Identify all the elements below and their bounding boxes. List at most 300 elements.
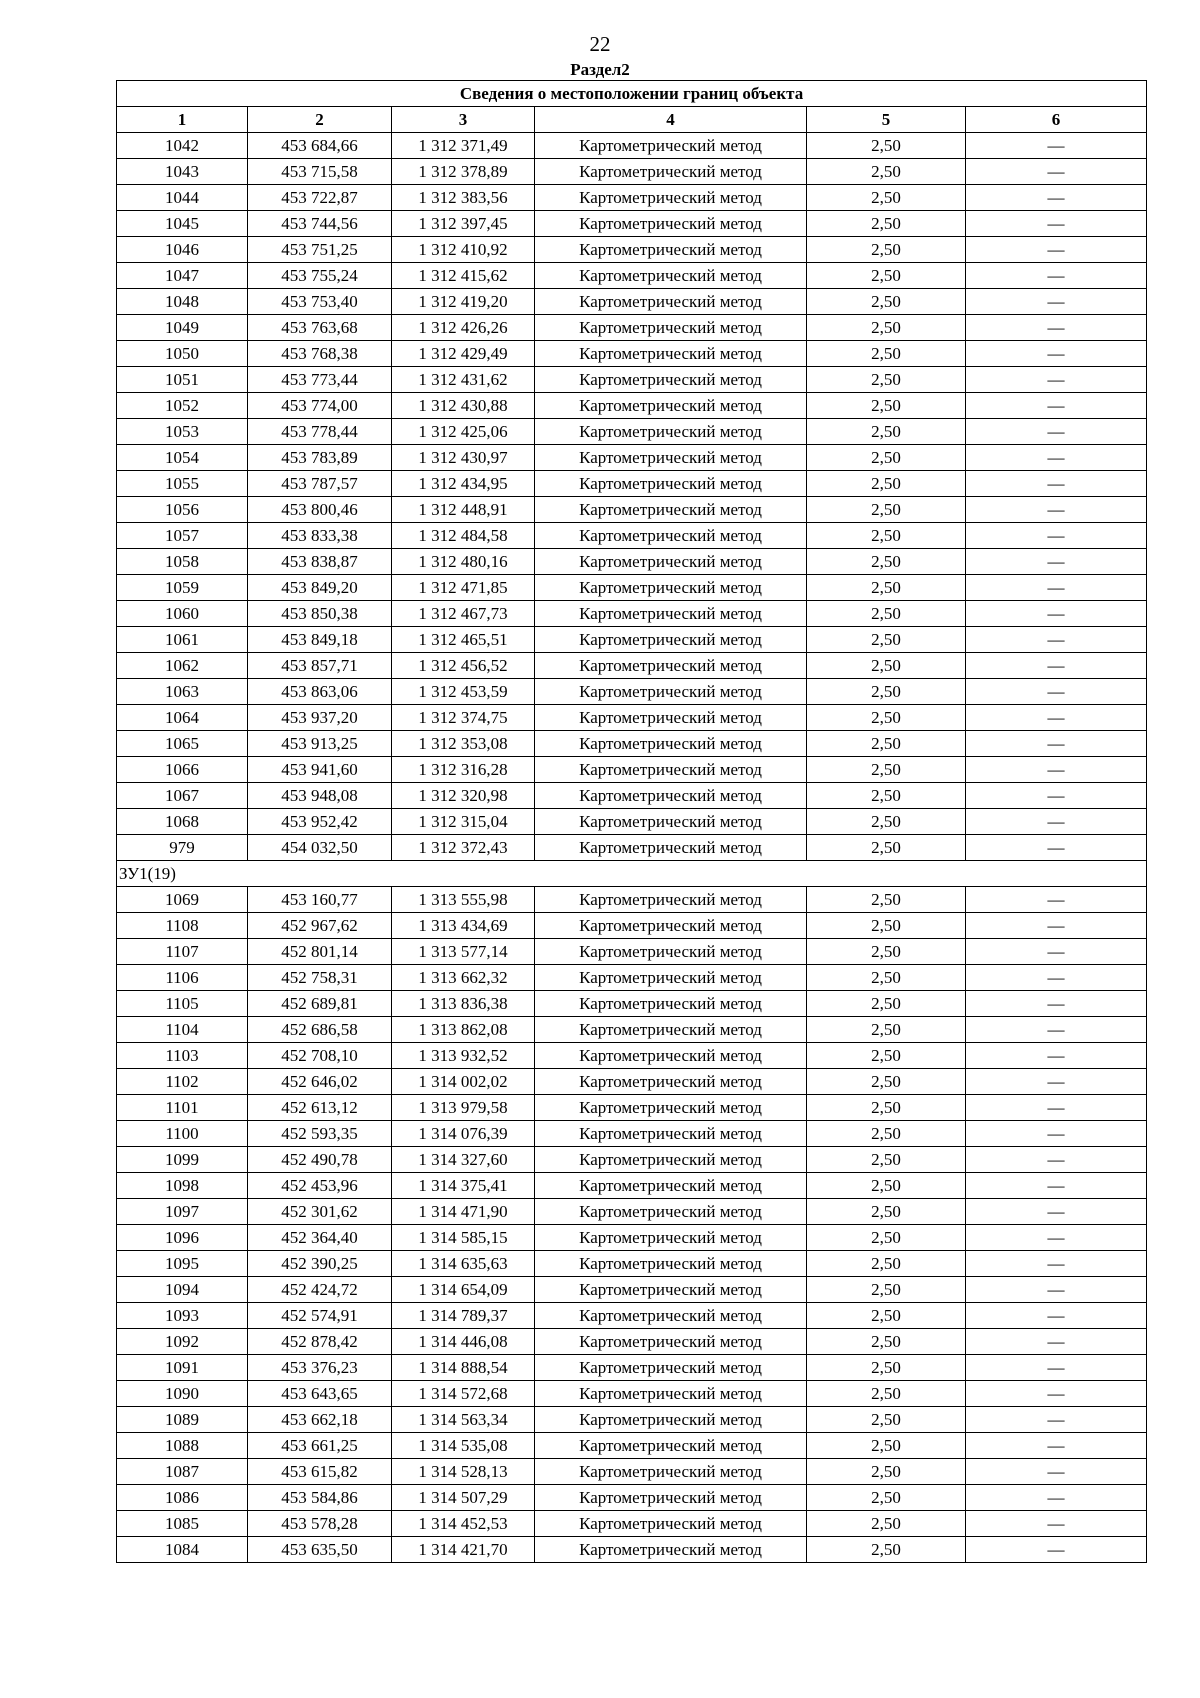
x-coordinate-cell: 453 160,77: [248, 887, 392, 913]
description-cell: —: [966, 965, 1147, 991]
table-row: [117, 1225, 1147, 1251]
method-cell: Картометрический метод: [535, 835, 807, 861]
accuracy-cell: 2,50: [807, 367, 966, 393]
point-number-cell: 1043: [117, 159, 248, 185]
description-cell: —: [966, 263, 1147, 289]
y-coordinate-cell: 1 312 430,97: [392, 445, 535, 471]
description-cell: —: [966, 133, 1147, 159]
description-cell: —: [966, 1511, 1147, 1537]
description-cell: —: [966, 1303, 1147, 1329]
method-cell: Картометрический метод: [535, 393, 807, 419]
accuracy-cell: 2,50: [807, 1329, 966, 1355]
y-coordinate-cell: 1 313 979,58: [392, 1095, 535, 1121]
x-coordinate-cell: 452 708,10: [248, 1043, 392, 1069]
description-cell: —: [966, 1459, 1147, 1485]
y-coordinate-cell: 1 312 456,52: [392, 653, 535, 679]
method-cell: Картометрический метод: [535, 913, 807, 939]
x-coordinate-cell: 453 615,82: [248, 1459, 392, 1485]
description-cell: —: [966, 1355, 1147, 1381]
method-cell: Картометрический метод: [535, 601, 807, 627]
y-coordinate-cell: 1 312 484,58: [392, 523, 535, 549]
x-coordinate-cell: 453 849,20: [248, 575, 392, 601]
y-coordinate-cell: 1 314 471,90: [392, 1199, 535, 1225]
y-coordinate-cell: 1 314 535,08: [392, 1433, 535, 1459]
method-cell: Картометрический метод: [535, 1277, 807, 1303]
table-row: [117, 1381, 1147, 1407]
accuracy-cell: 2,50: [807, 523, 966, 549]
accuracy-cell: 2,50: [807, 1433, 966, 1459]
accuracy-cell: 2,50: [807, 1511, 966, 1537]
y-coordinate-cell: 1 314 572,68: [392, 1381, 535, 1407]
method-cell: Картометрический метод: [535, 1485, 807, 1511]
description-cell: —: [966, 991, 1147, 1017]
x-coordinate-cell: 452 689,81: [248, 991, 392, 1017]
method-cell: Картометрический метод: [535, 705, 807, 731]
point-number-cell: 979: [117, 835, 248, 861]
description-cell: —: [966, 1095, 1147, 1121]
method-cell: Картометрический метод: [535, 497, 807, 523]
point-number-cell: 1095: [117, 1251, 248, 1277]
x-coordinate-cell: 452 390,25: [248, 1251, 392, 1277]
point-number-cell: 1103: [117, 1043, 248, 1069]
description-cell: —: [966, 185, 1147, 211]
description-cell: —: [966, 1537, 1147, 1563]
x-coordinate-cell: 453 783,89: [248, 445, 392, 471]
accuracy-cell: 2,50: [807, 809, 966, 835]
x-coordinate-cell: 452 574,91: [248, 1303, 392, 1329]
table-row: [117, 575, 1147, 601]
table-row: [117, 705, 1147, 731]
description-cell: —: [966, 315, 1147, 341]
description-cell: —: [966, 575, 1147, 601]
accuracy-cell: 2,50: [807, 393, 966, 419]
accuracy-cell: 2,50: [807, 601, 966, 627]
x-coordinate-cell: 453 857,71: [248, 653, 392, 679]
x-coordinate-cell: 453 643,65: [248, 1381, 392, 1407]
accuracy-cell: 2,50: [807, 185, 966, 211]
x-coordinate-cell: 452 453,96: [248, 1173, 392, 1199]
method-cell: Картометрический метод: [535, 289, 807, 315]
method-cell: Картометрический метод: [535, 419, 807, 445]
y-coordinate-cell: 1 314 563,34: [392, 1407, 535, 1433]
method-cell: Картометрический метод: [535, 1121, 807, 1147]
accuracy-cell: 2,50: [807, 965, 966, 991]
x-coordinate-cell: 452 424,72: [248, 1277, 392, 1303]
column-header: 5: [807, 107, 966, 133]
method-cell: Картометрический метод: [535, 1225, 807, 1251]
column-header: 4: [535, 107, 807, 133]
y-coordinate-cell: 1 313 932,52: [392, 1043, 535, 1069]
x-coordinate-cell: 453 800,46: [248, 497, 392, 523]
accuracy-cell: 2,50: [807, 159, 966, 185]
description-cell: —: [966, 887, 1147, 913]
accuracy-cell: 2,50: [807, 1121, 966, 1147]
table-row: [117, 497, 1147, 523]
description-cell: —: [966, 835, 1147, 861]
table-row: [117, 1251, 1147, 1277]
table-row: [117, 133, 1147, 159]
x-coordinate-cell: 453 778,44: [248, 419, 392, 445]
point-number-cell: 1087: [117, 1459, 248, 1485]
method-cell: Картометрический метод: [535, 1095, 807, 1121]
description-cell: —: [966, 1199, 1147, 1225]
y-coordinate-cell: 1 314 585,15: [392, 1225, 535, 1251]
x-coordinate-cell: 453 744,56: [248, 211, 392, 237]
column-header: 6: [966, 107, 1147, 133]
x-coordinate-cell: 453 941,60: [248, 757, 392, 783]
table-row: [117, 653, 1147, 679]
table-row: [117, 731, 1147, 757]
description-cell: —: [966, 393, 1147, 419]
point-number-cell: 1068: [117, 809, 248, 835]
method-cell: Картометрический метод: [535, 1511, 807, 1537]
description-cell: —: [966, 705, 1147, 731]
description-cell: —: [966, 523, 1147, 549]
x-coordinate-cell: 452 490,78: [248, 1147, 392, 1173]
description-cell: —: [966, 549, 1147, 575]
point-number-cell: 1092: [117, 1329, 248, 1355]
x-coordinate-cell: 453 661,25: [248, 1433, 392, 1459]
point-number-cell: 1093: [117, 1303, 248, 1329]
method-cell: Картометрический метод: [535, 575, 807, 601]
y-coordinate-cell: 1 312 378,89: [392, 159, 535, 185]
point-number-cell: 1085: [117, 1511, 248, 1537]
accuracy-cell: 2,50: [807, 1303, 966, 1329]
x-coordinate-cell: 453 913,25: [248, 731, 392, 757]
description-cell: —: [966, 1173, 1147, 1199]
point-number-cell: 1061: [117, 627, 248, 653]
accuracy-cell: 2,50: [807, 1407, 966, 1433]
table-row: [117, 1017, 1147, 1043]
table-row: [117, 887, 1147, 913]
description-cell: —: [966, 731, 1147, 757]
table-row: [117, 783, 1147, 809]
method-cell: Картометрический метод: [535, 471, 807, 497]
y-coordinate-cell: 1 314 635,63: [392, 1251, 535, 1277]
accuracy-cell: 2,50: [807, 1459, 966, 1485]
method-cell: Картометрический метод: [535, 991, 807, 1017]
method-cell: Картометрический метод: [535, 341, 807, 367]
accuracy-cell: 2,50: [807, 575, 966, 601]
accuracy-cell: 2,50: [807, 939, 966, 965]
section-title: Раздел2: [570, 60, 630, 79]
y-coordinate-cell: 1 313 662,32: [392, 965, 535, 991]
table-row: [117, 835, 1147, 861]
x-coordinate-cell: 453 850,38: [248, 601, 392, 627]
column-header: 3: [392, 107, 535, 133]
table-row: [117, 1069, 1147, 1095]
point-number-cell: 1064: [117, 705, 248, 731]
accuracy-cell: 2,50: [807, 133, 966, 159]
point-number-cell: 1058: [117, 549, 248, 575]
accuracy-cell: 2,50: [807, 211, 966, 237]
description-cell: —: [966, 939, 1147, 965]
table-row: [117, 1303, 1147, 1329]
method-cell: Картометрический метод: [535, 783, 807, 809]
table-row: [117, 1147, 1147, 1173]
description-cell: —: [966, 1225, 1147, 1251]
table-row: [117, 1433, 1147, 1459]
method-cell: Картометрический метод: [535, 237, 807, 263]
method-cell: Картометрический метод: [535, 523, 807, 549]
method-cell: Картометрический метод: [535, 731, 807, 757]
y-coordinate-cell: 1 312 467,73: [392, 601, 535, 627]
y-coordinate-cell: 1 312 316,28: [392, 757, 535, 783]
x-coordinate-cell: 452 613,12: [248, 1095, 392, 1121]
table-row: [117, 965, 1147, 991]
x-coordinate-cell: 453 584,86: [248, 1485, 392, 1511]
method-cell: Картометрический метод: [535, 549, 807, 575]
point-number-cell: 1051: [117, 367, 248, 393]
y-coordinate-cell: 1 314 002,02: [392, 1069, 535, 1095]
point-number-cell: 1088: [117, 1433, 248, 1459]
y-coordinate-cell: 1 312 315,04: [392, 809, 535, 835]
table-row: [117, 211, 1147, 237]
point-number-cell: 1090: [117, 1381, 248, 1407]
column-header: 2: [248, 107, 392, 133]
point-number-cell: 1056: [117, 497, 248, 523]
method-cell: Картометрический метод: [535, 1355, 807, 1381]
table-row: [117, 1121, 1147, 1147]
y-coordinate-cell: 1 314 452,53: [392, 1511, 535, 1537]
table-row: [117, 445, 1147, 471]
method-cell: Картометрический метод: [535, 809, 807, 835]
y-coordinate-cell: 1 312 383,56: [392, 185, 535, 211]
method-cell: Картометрический метод: [535, 367, 807, 393]
point-number-cell: 1098: [117, 1173, 248, 1199]
description-cell: —: [966, 419, 1147, 445]
x-coordinate-cell: 452 646,02: [248, 1069, 392, 1095]
table-row: [117, 1277, 1147, 1303]
description-cell: —: [966, 1147, 1147, 1173]
method-cell: Картометрический метод: [535, 653, 807, 679]
description-cell: —: [966, 289, 1147, 315]
method-cell: Картометрический метод: [535, 679, 807, 705]
table-row: [117, 315, 1147, 341]
point-number-cell: 1046: [117, 237, 248, 263]
y-coordinate-cell: 1 313 555,98: [392, 887, 535, 913]
point-number-cell: 1053: [117, 419, 248, 445]
x-coordinate-cell: 453 787,57: [248, 471, 392, 497]
point-number-cell: 1091: [117, 1355, 248, 1381]
accuracy-cell: 2,50: [807, 289, 966, 315]
x-coordinate-cell: 452 878,42: [248, 1329, 392, 1355]
table-row: [117, 1407, 1147, 1433]
accuracy-cell: 2,50: [807, 1173, 966, 1199]
y-coordinate-cell: 1 312 448,91: [392, 497, 535, 523]
accuracy-cell: 2,50: [807, 731, 966, 757]
description-cell: —: [966, 679, 1147, 705]
accuracy-cell: 2,50: [807, 341, 966, 367]
description-cell: —: [966, 1017, 1147, 1043]
table-caption: Сведения о местоположении границ объекта: [117, 81, 1147, 107]
y-coordinate-cell: 1 314 327,60: [392, 1147, 535, 1173]
description-cell: —: [966, 471, 1147, 497]
table-row: [117, 159, 1147, 185]
point-number-cell: 1059: [117, 575, 248, 601]
y-coordinate-cell: 1 312 430,88: [392, 393, 535, 419]
method-cell: Картометрический метод: [535, 1017, 807, 1043]
table-row: [117, 1199, 1147, 1225]
description-cell: —: [966, 159, 1147, 185]
y-coordinate-cell: 1 312 372,43: [392, 835, 535, 861]
point-number-cell: 1099: [117, 1147, 248, 1173]
x-coordinate-cell: 453 684,66: [248, 133, 392, 159]
description-cell: —: [966, 1329, 1147, 1355]
x-coordinate-cell: 453 635,50: [248, 1537, 392, 1563]
y-coordinate-cell: 1 313 836,38: [392, 991, 535, 1017]
accuracy-cell: 2,50: [807, 445, 966, 471]
accuracy-cell: 2,50: [807, 913, 966, 939]
point-number-cell: 1060: [117, 601, 248, 627]
x-coordinate-cell: 453 715,58: [248, 159, 392, 185]
page-number: 22: [589, 32, 611, 56]
y-coordinate-cell: 1 313 577,14: [392, 939, 535, 965]
method-cell: Картометрический метод: [535, 159, 807, 185]
table-row: [117, 1537, 1147, 1563]
description-cell: —: [966, 627, 1147, 653]
point-number-cell: 1044: [117, 185, 248, 211]
accuracy-cell: 2,50: [807, 1225, 966, 1251]
table-row: [117, 1485, 1147, 1511]
x-coordinate-cell: 452 364,40: [248, 1225, 392, 1251]
accuracy-cell: 2,50: [807, 705, 966, 731]
description-cell: —: [966, 1277, 1147, 1303]
method-cell: Картометрический метод: [535, 133, 807, 159]
x-coordinate-cell: 453 863,06: [248, 679, 392, 705]
y-coordinate-cell: 1 312 471,85: [392, 575, 535, 601]
point-number-cell: 1096: [117, 1225, 248, 1251]
table-row: [117, 991, 1147, 1017]
x-coordinate-cell: 452 301,62: [248, 1199, 392, 1225]
accuracy-cell: 2,50: [807, 1017, 966, 1043]
method-cell: Картометрический метод: [535, 211, 807, 237]
x-coordinate-cell: 453 833,38: [248, 523, 392, 549]
y-coordinate-cell: 1 312 434,95: [392, 471, 535, 497]
table-row: [117, 237, 1147, 263]
table-row: [117, 523, 1147, 549]
accuracy-cell: 2,50: [807, 1251, 966, 1277]
accuracy-cell: 2,50: [807, 1537, 966, 1563]
x-coordinate-cell: 453 722,87: [248, 185, 392, 211]
y-coordinate-cell: 1 314 789,37: [392, 1303, 535, 1329]
x-coordinate-cell: 453 376,23: [248, 1355, 392, 1381]
description-cell: —: [966, 341, 1147, 367]
y-coordinate-cell: 1 312 429,49: [392, 341, 535, 367]
accuracy-cell: 2,50: [807, 263, 966, 289]
x-coordinate-cell: 452 758,31: [248, 965, 392, 991]
method-cell: Картометрический метод: [535, 445, 807, 471]
y-coordinate-cell: 1 314 421,70: [392, 1537, 535, 1563]
method-cell: Картометрический метод: [535, 1303, 807, 1329]
accuracy-cell: 2,50: [807, 497, 966, 523]
method-cell: Картометрический метод: [535, 1459, 807, 1485]
accuracy-cell: 2,50: [807, 237, 966, 263]
table-caption-row: [117, 81, 1147, 107]
description-cell: —: [966, 1485, 1147, 1511]
x-coordinate-cell: 453 952,42: [248, 809, 392, 835]
accuracy-cell: 2,50: [807, 835, 966, 861]
y-coordinate-cell: 1 314 654,09: [392, 1277, 535, 1303]
method-cell: Картометрический метод: [535, 1251, 807, 1277]
table-row: [117, 1355, 1147, 1381]
description-cell: —: [966, 497, 1147, 523]
point-number-cell: 1050: [117, 341, 248, 367]
table-row: [117, 809, 1147, 835]
x-coordinate-cell: 452 593,35: [248, 1121, 392, 1147]
y-coordinate-cell: 1 312 397,45: [392, 211, 535, 237]
accuracy-cell: 2,50: [807, 419, 966, 445]
table-row: [117, 471, 1147, 497]
point-number-cell: 1054: [117, 445, 248, 471]
method-cell: Картометрический метод: [535, 1199, 807, 1225]
description-cell: —: [966, 757, 1147, 783]
point-number-cell: 1102: [117, 1069, 248, 1095]
x-coordinate-cell: 453 578,28: [248, 1511, 392, 1537]
column-header-row: [117, 107, 1147, 133]
method-cell: Картометрический метод: [535, 1173, 807, 1199]
accuracy-cell: 2,50: [807, 1277, 966, 1303]
table-row: [117, 757, 1147, 783]
description-cell: —: [966, 1381, 1147, 1407]
y-coordinate-cell: 1 314 507,29: [392, 1485, 535, 1511]
description-cell: —: [966, 809, 1147, 835]
x-coordinate-cell: 453 948,08: [248, 783, 392, 809]
y-coordinate-cell: 1 314 076,39: [392, 1121, 535, 1147]
accuracy-cell: 2,50: [807, 627, 966, 653]
method-cell: Картометрический метод: [535, 1381, 807, 1407]
table-row: [117, 367, 1147, 393]
method-cell: Картометрический метод: [535, 1433, 807, 1459]
point-number-cell: 1057: [117, 523, 248, 549]
x-coordinate-cell: 453 773,44: [248, 367, 392, 393]
table-row: [117, 393, 1147, 419]
group-row: [117, 861, 1147, 887]
accuracy-cell: 2,50: [807, 471, 966, 497]
method-cell: Картометрический метод: [535, 1407, 807, 1433]
y-coordinate-cell: 1 312 419,20: [392, 289, 535, 315]
method-cell: Картометрический метод: [535, 263, 807, 289]
y-coordinate-cell: 1 312 410,92: [392, 237, 535, 263]
point-number-cell: 1063: [117, 679, 248, 705]
accuracy-cell: 2,50: [807, 1485, 966, 1511]
y-coordinate-cell: 1 312 480,16: [392, 549, 535, 575]
description-cell: —: [966, 367, 1147, 393]
accuracy-cell: 2,50: [807, 1381, 966, 1407]
point-number-cell: 1094: [117, 1277, 248, 1303]
y-coordinate-cell: 1 312 374,75: [392, 705, 535, 731]
point-number-cell: 1097: [117, 1199, 248, 1225]
accuracy-cell: 2,50: [807, 757, 966, 783]
point-number-cell: 1042: [117, 133, 248, 159]
table-row: [117, 1173, 1147, 1199]
description-cell: —: [966, 1433, 1147, 1459]
table-row: [117, 1329, 1147, 1355]
method-cell: Картометрический метод: [535, 1043, 807, 1069]
method-cell: Картометрический метод: [535, 1329, 807, 1355]
description-cell: —: [966, 913, 1147, 939]
description-cell: —: [966, 211, 1147, 237]
y-coordinate-cell: 1 312 431,62: [392, 367, 535, 393]
accuracy-cell: 2,50: [807, 315, 966, 341]
point-number-cell: 1045: [117, 211, 248, 237]
x-coordinate-cell: 452 686,58: [248, 1017, 392, 1043]
point-number-cell: 1062: [117, 653, 248, 679]
y-coordinate-cell: 1 313 434,69: [392, 913, 535, 939]
point-number-cell: 1055: [117, 471, 248, 497]
x-coordinate-cell: 453 774,00: [248, 393, 392, 419]
table-row: [117, 341, 1147, 367]
